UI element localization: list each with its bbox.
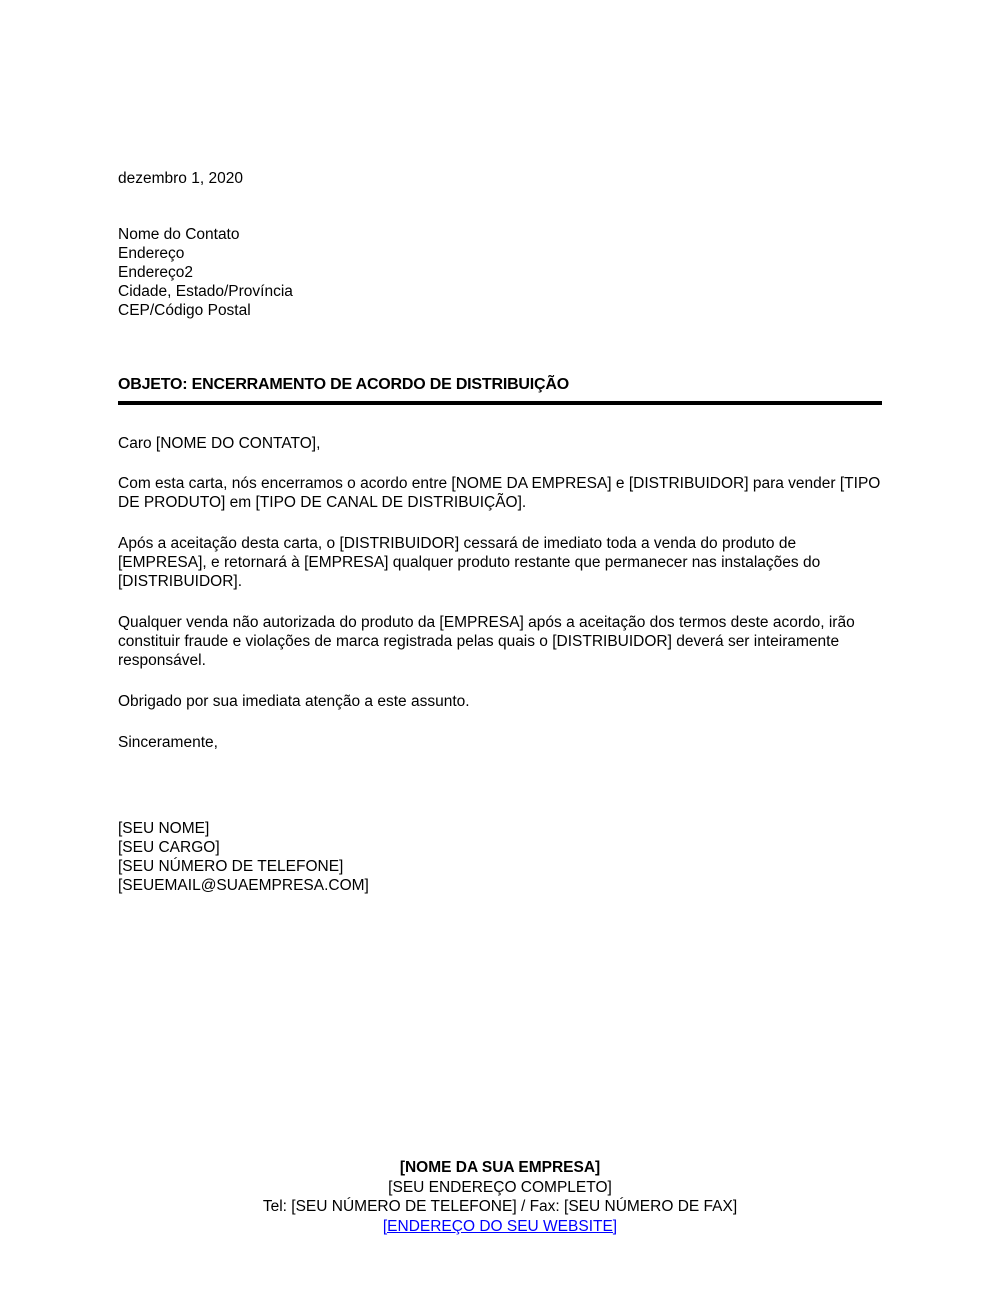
recipient-address-block	[118, 225, 882, 320]
body-paragraph-3: Qualquer venda não autorizada do produto da [EMPRESA] após a aceitação dos termos deste acordo, irão constituir fraude e violações de marca registrada pelas quais o [DISTRIBUIDOR] deverá ser inteiramente responsável.	[118, 614, 855, 669]
closing-salutation: Sinceramente,	[118, 734, 218, 751]
footer-phone-fax: Tel: [SEU NÚMERO DE TELEFONE] / Fax: [SEU NÚMERO DE FAX]	[262, 1198, 738, 1215]
signature-block	[118, 819, 882, 895]
salutation: Caro [NOME DO CONTATO],	[118, 435, 321, 452]
body-paragraph-4: Obrigado por sua imediata atenção a este assunto.	[118, 693, 470, 710]
recipient-address-line2: Endereço2	[118, 264, 193, 281]
subject-divider-rule	[118, 401, 882, 405]
recipient-city-state: Cidade, Estado/Província	[118, 283, 293, 300]
signature-title: [SEU CARGO]	[118, 839, 220, 856]
body-paragraph-1: Com esta carta, nós encerramos o acordo entre [NOME DA EMPRESA] e [DISTRIBUIDOR] para vender [TIPO DE PRODUTO] em [TIPO DE CANAL DE DISTRIBUIÇÃO].	[118, 475, 881, 511]
recipient-name: Nome do Contato	[118, 226, 240, 243]
body-paragraph-2: Após a aceitação desta carta, o [DISTRIBUIDOR] cessará de imediato toda a venda do produto de [EMPRESA], e retornará à [EMPRESA] qualquer produto restante que permanecer nas instalações do [DISTRIBUIDOR].	[118, 535, 821, 590]
footer-company-address: [SEU ENDEREÇO COMPLETO]	[388, 1178, 612, 1196]
subject-line: OBJETO: ENCERRAMENTO DE ACORDO DE DISTRIBUIÇÃO	[118, 376, 569, 393]
signature-email: [SEUEMAIL@SUAEMPRESA.COM]	[118, 877, 369, 894]
signature-phone: [SEU NÚMERO DE TELEFONE]	[118, 858, 344, 875]
footer-company-name: [NOME DA SUA EMPRESA]	[399, 1159, 601, 1176]
company-footer	[0, 1158, 1000, 1236]
recipient-address-line1: Endereço	[118, 245, 185, 262]
footer-website-row	[0, 1217, 1000, 1237]
recipient-postal-code: CEP/Código Postal	[118, 302, 251, 319]
signature-name: [SEU NOME]	[118, 820, 210, 837]
letter-date: dezembro 1, 2020	[118, 170, 243, 187]
footer-website-link[interactable]: [ENDEREÇO DO SEU WEBSITE]	[382, 1217, 618, 1235]
